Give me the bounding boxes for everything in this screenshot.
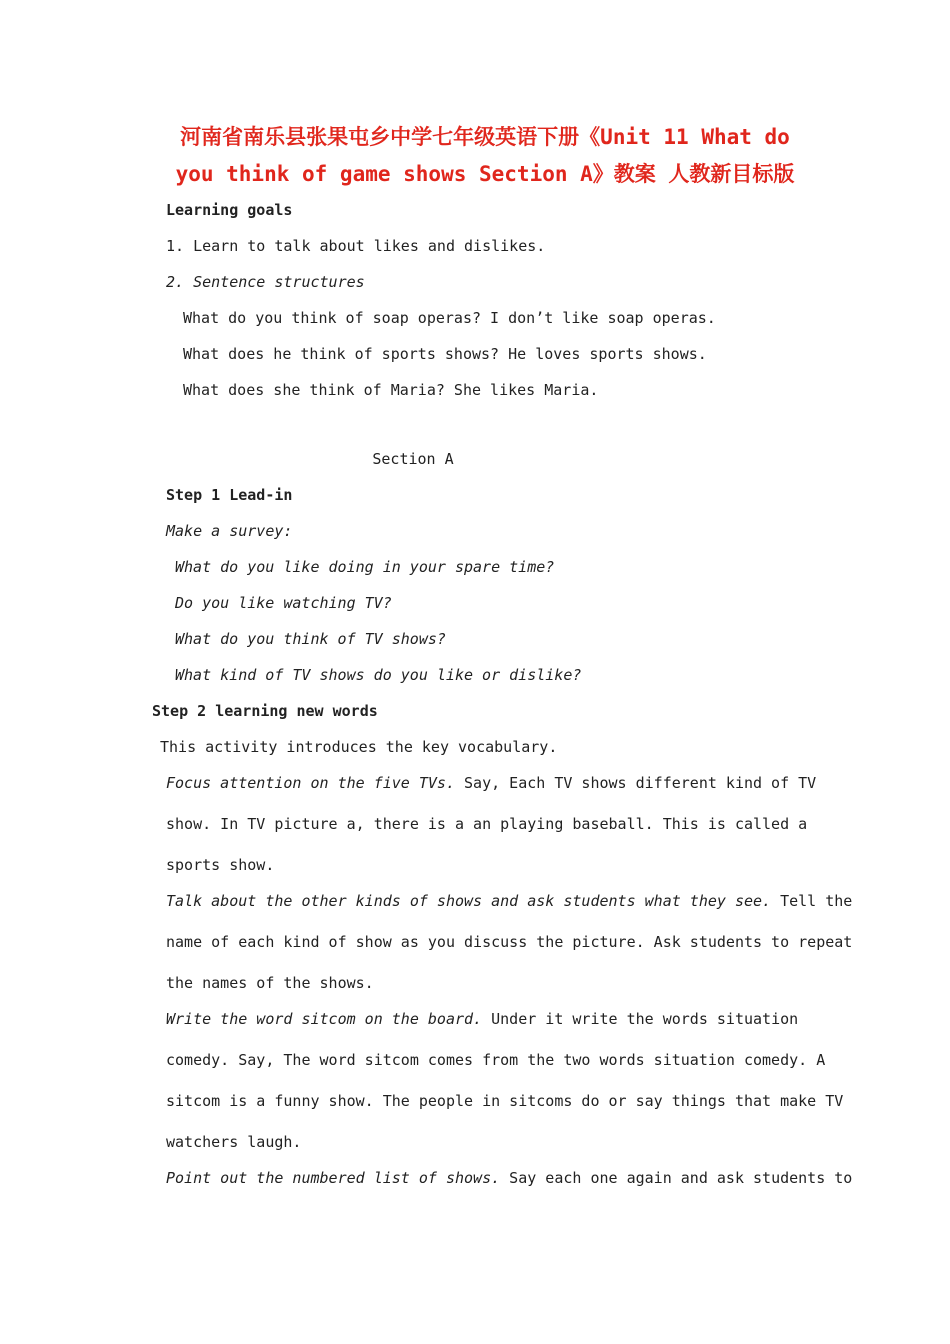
title-line-2: you think of game shows Section A》教案 人教新目标版 — [175, 162, 795, 186]
instruction-text: Talk about the other kinds of shows and ask students what they see. — [166, 892, 772, 910]
paragraph-line — [166, 1169, 852, 1187]
document-title — [140, 119, 830, 193]
paragraph-line — [166, 1010, 798, 1028]
goal-item-1: 1. Learn to talk about likes and dislikes. — [166, 237, 546, 255]
step2-intro: This activity introduces the key vocabulary. — [160, 738, 558, 756]
survey-intro: Make a survey: — [166, 522, 293, 540]
paragraph-text: Tell the — [771, 892, 853, 910]
paragraph-line: comedy. Say, The word sitcom comes from the two words situation comedy. A — [166, 1051, 826, 1069]
title-line-1: 河南省南乐县张果屯乡中学七年级英语下册《Unit 11 What do — [180, 125, 790, 149]
paragraph-line: the names of the shows. — [166, 974, 374, 992]
instruction-text: Focus attention on the five TVs. — [166, 774, 455, 792]
sentence-example: What do you think of soap operas? I don’t like soap operas. — [183, 309, 716, 327]
paragraph-line: show. In TV picture a, there is a an playing baseball. This is called a — [166, 815, 808, 833]
instruction-text: Point out the numbered list of shows. — [166, 1169, 501, 1187]
paragraph-line: name of each kind of show as you discuss the picture. Ask students to repeat — [166, 933, 853, 951]
survey-question: What do you like doing in your spare time? — [175, 558, 555, 576]
paragraph-line: sitcom is a funny show. The people in sitcoms do or say things that make TV — [166, 1092, 844, 1110]
paragraph-line: watchers laugh. — [166, 1133, 302, 1151]
step1-heading: Step 1 Lead-in — [166, 486, 293, 504]
paragraph-line — [166, 892, 852, 910]
survey-question: What do you think of TV shows? — [175, 630, 446, 648]
step2-heading: Step 2 learning new words — [152, 702, 378, 720]
learning-goals-heading: Learning goals — [166, 201, 293, 219]
paragraph-text: Say each one again and ask students to — [500, 1169, 853, 1187]
paragraph-line: sports show. — [166, 856, 275, 874]
instruction-text: Write the word sitcom on the board. — [166, 1010, 483, 1028]
sentence-example: What does she think of Maria? She likes Maria. — [183, 381, 599, 399]
goal-item-2: 2. Sentence structures — [166, 273, 365, 291]
survey-question: What kind of TV shows do you like or dislike? — [175, 666, 582, 684]
paragraph-text: Say, Each TV shows different kind of TV — [454, 774, 817, 792]
section-heading: Section A — [372, 450, 454, 468]
paragraph-text: Under it write the words situation — [482, 1010, 799, 1028]
paragraph-line — [166, 774, 816, 792]
sentence-example: What does he think of sports shows? He loves sports shows. — [183, 345, 707, 363]
survey-question: Do you like watching TV? — [175, 594, 392, 612]
